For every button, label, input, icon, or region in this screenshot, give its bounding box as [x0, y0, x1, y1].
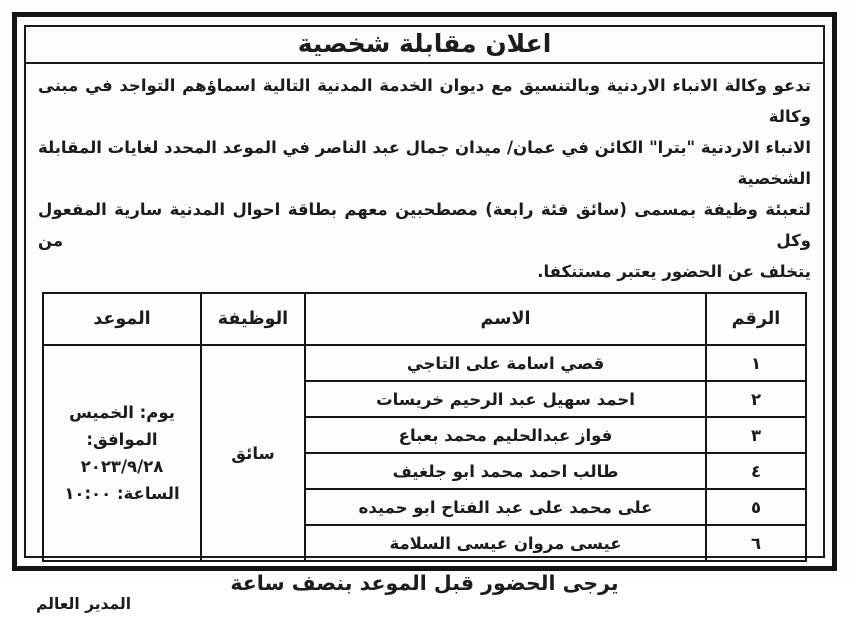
row-number: ٣	[706, 417, 806, 453]
page-title: اعلان مقابلة شخصية	[26, 27, 823, 64]
col-header-number: الرقم	[706, 293, 806, 345]
interview-schedule-table	[42, 292, 807, 562]
table-row	[43, 345, 806, 381]
candidate-name: فواز عبدالحليم محمد بعباع	[305, 417, 706, 453]
appointment-corresponding-label: الموافق:	[86, 430, 158, 449]
candidate-name: احمد سهيل عبد الرحيم خريسات	[305, 381, 706, 417]
row-number: ٤	[706, 453, 806, 489]
signature: المدير العالم	[36, 595, 132, 613]
outer-border-frame	[12, 12, 837, 613]
announcement-body	[26, 64, 823, 289]
row-number: ٥	[706, 489, 806, 525]
candidate-name: على محمد على عبد الفتاح ابو حميده	[305, 489, 706, 525]
body-line-1: تدعو وكالة الانباء الاردنية وبالتنسيق مع ديوان الخدمة المدنية التالية اسماؤهم التواجد في مبنى وكالة	[38, 76, 811, 126]
candidate-name: عيسى مروان عيسى السلامة	[305, 525, 706, 561]
row-number: ٦	[706, 525, 806, 561]
table-header-row	[43, 293, 806, 345]
col-header-job: الوظيفة	[201, 293, 305, 345]
appointment-date: ٢٠٢٣/٩/٢٨	[80, 457, 164, 476]
candidate-name: طالب احمد محمد ابو جلغيف	[305, 453, 706, 489]
body-line-2: الانباء الاردنية "بترا" الكائن في عمان/ ميدان جمال عبد الناصر في الموعد المحدد لغايات المقابلة الشخصية	[38, 138, 811, 188]
col-header-appointment: الموعد	[43, 293, 201, 345]
footer-note: يرجى الحضور قبل الموعد بنصف ساعة	[230, 571, 619, 595]
appointment-cell	[43, 345, 201, 561]
row-number: ٢	[706, 381, 806, 417]
job-cell: سائق	[201, 345, 305, 561]
appointment-time: الساعة: ١٠:٠٠	[64, 484, 180, 503]
inner-border-frame	[24, 25, 825, 613]
col-header-name: الاسم	[305, 293, 706, 345]
body-line-3: لتعبئة وظيفة بمسمى (سائق فئة رابعة) مصطحبين معهم بطاقة احوال المدنية سارية المفعول وكل من	[38, 200, 811, 250]
appointment-day: يوم: الخميس	[69, 403, 175, 422]
body-line-4: يتخلف عن الحضور يعتبر مستنكفا.	[537, 262, 811, 281]
row-number: ١	[706, 345, 806, 381]
candidate-name: قصي اسامة على التاجي	[305, 345, 706, 381]
